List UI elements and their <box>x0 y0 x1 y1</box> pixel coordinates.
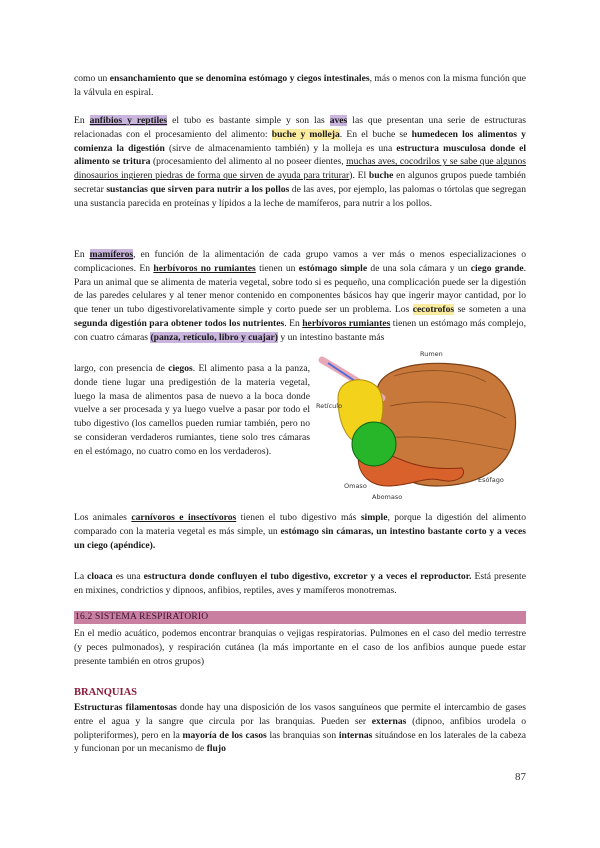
term: estómago simple <box>298 262 368 274</box>
term: carnívoros e insectívoros <box>131 512 237 523</box>
term-aves: aves <box>329 115 348 126</box>
label-abomaso: Abomaso <box>372 493 403 501</box>
omasum-shape <box>352 422 396 466</box>
term-buche: buche <box>368 170 394 182</box>
paragraph-cloaca: La cloaca es una estructura donde confluyen el tubo digestivo, excretor y a veces el reproductor. Está presente en mixines, condrictios y dipnoos, anfibios, reptiles, aves y mamíferos monotremas. <box>74 571 526 596</box>
paragraph-carnivores: Los animales carnívoros e insectívoros tienen el tubo digestivo más simple, porque la digestión del alimento comparado con la materia vegetal es más simple, un estómago sin cámaras, un intestino bastante corto y a veces un ciego (apéndice). <box>74 512 527 551</box>
ruminant-stomach-figure <box>316 346 522 502</box>
underlined-note: muchas aves, cocodrilos y se sabe que algunos dinosaurios ingieren piedras de forma que sirven de ayuda para triturar <box>74 156 526 182</box>
term: mayoría de los casos <box>182 729 267 741</box>
term-mamiferos: mamíferos <box>89 249 134 260</box>
paragraph-ruminants: largo, con presencia de ciegos. El alimento pasa a la panza, donde tiene lugar una predigestión de la materia vegetal, luego la masa de alimentos pasa de nuevo a la boca donde vuelve a ser procesada y ya luego vuelve a pasar por todo el tubo digestivo (los camellos pueden rumiar también, pero no se consideran verdaderos rumiantes, tiene solo tres cámaras en el estómago, no cuatro como en los verdaderos). <box>74 363 310 457</box>
paragraph-respiration: En el medio acuático, podemos encontrar branquias o vejigas respiratorias. Pulmones en el caso del medio terrestre (y peces pulmonados), y respiración cutánea (la más importante en el caso de los anfibios aunque puede estar presente también en otros grupos) <box>74 628 526 667</box>
page-number: 87 <box>515 771 526 783</box>
term: sustancias que sirven para nutrir a los pollos <box>106 183 290 195</box>
paragraph-amphibians-birds: En anfibios y reptiles el tubo es bastante simple y son las aves las que presentan una serie de estructuras relacionadas con el procesamiento del alimento: buche y molleja. En el buche se humedecen los alimentos y comienza la digestión (sirve de almacenamiento también) y la molleja es una estructura musculosa donde el alimento se tritura (procesamiento del alimento al no poseer dientes, muchas aves, cocodrilos y se sabe que algunos dinosaurios ingieren piedras de forma que sirven de ayuda para triturar). El buche en algunos grupos puede también secretar sustancias que sirven para nutrir a los pollos de las aves, por ejemplo, las palomas o tórtolas que segregan una sustancia parecida en proteínas y lípidos a la leche de mamíferos, para nutrir a los pollos. <box>74 115 527 209</box>
label-esofago: Esófago <box>478 476 504 484</box>
term: estómago sin cámaras, un intestino bastante corto y a veces un ciego (apéndice). <box>74 525 527 551</box>
paragraph-fish-digestion: como un ensanchamiento que se denomina estómago y ciegos intestinales, más o menos con la misma función que la válvula en espiral. <box>74 73 526 98</box>
term-anfibios-reptiles: anfibios y reptiles <box>89 115 168 126</box>
stomach-illustration <box>316 346 522 502</box>
term-cloaca: cloaca <box>87 571 113 582</box>
term-ciegos: ciegos <box>168 363 193 374</box>
term: estructura musculosa donde el alimento se tritura <box>74 142 527 168</box>
term: Estructuras filamentosas <box>74 702 177 713</box>
term: segunda digestión para obtener todos los nutrientes <box>74 317 285 329</box>
label-omaso: Omaso <box>344 482 367 490</box>
term: ensanchamiento que se denomina estómago y ciegos intestinales <box>109 73 370 84</box>
term-buche-molleja: buche y molleja <box>271 128 340 140</box>
subheading-branquias: BRANQUIAS <box>74 687 138 698</box>
term-cecotrofos: cecotrofos <box>412 304 455 316</box>
term: internas <box>338 729 373 741</box>
label-reticulo: Retículo <box>316 402 343 410</box>
paragraph-gills: Estructuras filamentosas donde hay una disposición de los vasos sanguíneos que permite el intercambio de gases entre el agua y la sangre que circula por las branquias. Pueden ser externas (dipnoo, anfibios urodela o polipteriformes), pero en la mayoría de los casos las branquias son internas situándose en los laterales de la cabeza y funcionan por un mecanismo de flujo <box>74 702 527 755</box>
paragraph-mammals: En mamíferos, en función de la alimentación de cada grupo vamos a ver más o menos especializaciones o complicaciones. En herbívoros no rumiantes tienen un estómago simple de una sola cámara y un ciego grande. Para un animal que se alimenta de materia vegetal, sobre todo si es pequeño, una complicación puede ser la digestión de las paredes celulares y al tener menor contenido en componentes básicos hay que ingerir mayor cantidad, por lo que tener un tubo digestivorelativamente simple y corto puede ser un problema. Los cecotrofos se someten a una segunda digestión para obtener todos los nutrientes. En herbívoros rumiantes tienen un estómago más complejo, con cuatro cámaras (panza, retículo, libro y cuajar) y un intestino bastante más <box>74 249 527 343</box>
label-rumen: Rumen <box>420 350 443 358</box>
section-heading: 16.2 SISTEMA RESPIRATORIO <box>74 611 526 624</box>
term: herbívoros no rumiantes <box>153 262 256 274</box>
term: estructura donde confluyen el tubo digestivo, excretor y a veces el reproductor. <box>143 571 472 582</box>
term: simple <box>360 512 388 523</box>
term: herbívoros rumiantes <box>302 317 391 329</box>
term: ciego grande <box>470 262 524 274</box>
term: humedecen los alimentos y comienza la digestión <box>74 128 526 154</box>
term-camaras: (panza, retículo, libro y cuajar) <box>150 331 279 343</box>
term: externas <box>371 715 407 727</box>
term: flujo <box>206 743 226 755</box>
